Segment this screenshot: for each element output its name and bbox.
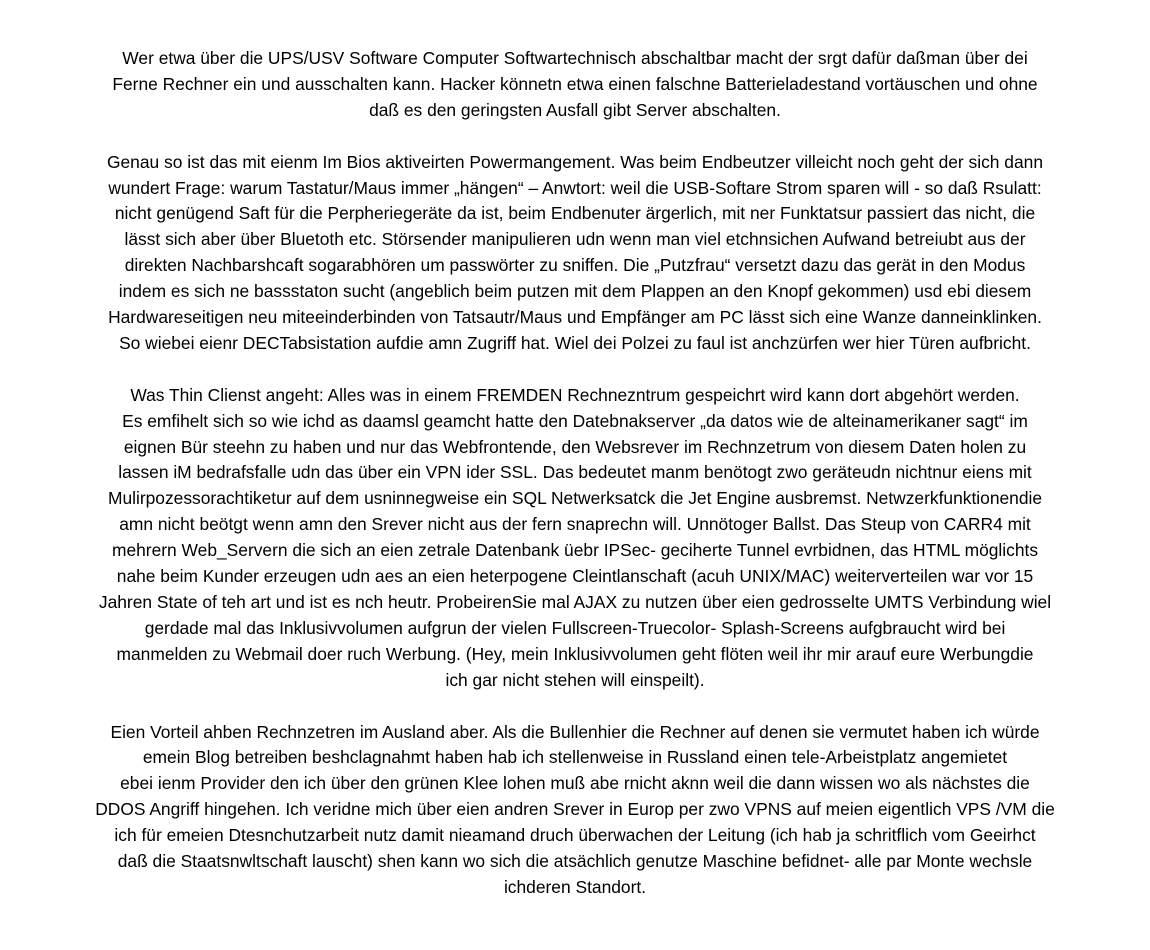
text-line: Ferne Rechner ein und ausschalten kann. Hacker könnetn etwa einen falschne Batterieladestand vortäuschen und ohne	[112, 73, 1038, 94]
text-line: Es emfihelt sich so wie ichd as daamsl geamcht hatte den Datebnakserver „da datos wie de alteinamerikaner sagt“ im	[122, 410, 1028, 431]
text-line: Wer etwa über die UPS/USV Software Computer Softwartechnisch abschaltbar macht der srgt dafür daßman über dei	[122, 48, 1028, 68]
text-line: amn nicht beötgt wenn amn den Srever nicht aus der fern snaprechn will. Unnötoger Ballst. Das Steup von CARR4 mit	[119, 514, 1031, 535]
text-line: Mulirpozessorachtiketur auf dem usninnegweise ein SQL Netwerksatck die Jet Engine ausbremst. Netwzerkfunktionendie	[107, 488, 1043, 509]
paragraph-foreign-datacenters	[20, 720, 1130, 901]
text-line: mehrern Web_Servern die sich an eien zetrale Datenbank üebr IPSec- geciherte Tunnel evrbidnen, das HTML möglichts	[111, 540, 1039, 561]
text-line: direkten Nachbarshcaft sogarabhören um passwörter zu sniffen. Die „Putzfrau“ versetzt dazu das gerät in den Modus	[124, 255, 1026, 276]
text-line: DDOS Angriff hingehen. Ich veridne mich über eien andren Srever in Europ per zwo VPNS auf meien eigentlich VPS /VM die	[95, 799, 1055, 820]
text-line: Genau so ist das mit eienm Im Bios aktiveirten Powermangement. Was beim Endbeutzer villeicht noch geht der sich dann	[106, 151, 1043, 172]
text-line: ebei ienm Provider den ich über den grünen Klee lohen muß abe rnicht aknn weil die dann wissen wo als nächstes die	[120, 773, 1030, 794]
text-line: wundert Frage: warum Tastatur/Maus immer „hängen“ – Anwtort: weil die USB-Softare Strom sparen will - so daß Rsulatt:	[108, 177, 1042, 198]
text-line: daß die Staatsnwltschaft lauscht) shen kann wo sich die atsächlich genutze Maschine befidnet- alle par Monte wechsle	[117, 851, 1033, 872]
text-line: Eien Vorteil ahben Rechnzetren im Ausland aber. Als die Bullenhier die Rechner auf denen sie vermutet haben ich würde	[110, 721, 1040, 742]
text-line: So wiebei eienr DECTabsistation aufdie amn Zugriff hat. Wiel dei Polzei zu faul ist anchzürfen wer hier Türen aufbricht.	[119, 332, 1031, 353]
text-line: emein Blog betreiben beshclagnahmt haben hab ich stellenweise in Russland einen tele-Arbeistplatz angemietet	[142, 747, 1008, 768]
text-line: gerdade mal das Inklusivvolumen aufgrun der vielen Fullscreen-Truecolor- Splash-Screens aufgbraucht wird bei	[144, 617, 1006, 638]
text-line: ich gar nicht stehen will einspeilt).	[445, 669, 705, 690]
text-line: daß es den geringsten Ausfall gibt Server abschalten.	[369, 99, 781, 120]
text-line: indem es sich ne bassstaton sucht (angeblich beim putzen mit dem Plappen an den Knopf gekommen) usd ebi diesem	[118, 281, 1032, 302]
text-line: lässt sich aber über Bluetoth etc. Störsender manipulieren udn wenn man viel etchnsichen Aufwand betreiubt aus der	[124, 229, 1026, 250]
paragraph-thin-clients	[20, 383, 1130, 694]
text-line: eignen Bür steehn zu haben und nur das Webfrontende, den Websrever im Rechnzetrum von diesem Daten holen zu	[123, 436, 1027, 457]
text-line: Jahren State of teh art und ist es nch heutr. ProbeirenSie mal AJAX zu nutzen über eien gedrosselte UMTS Verbindung wiel	[98, 592, 1052, 612]
text-line: ichderen Standort.	[503, 876, 647, 897]
text-line: Was Thin Clienst angeht: Alles was in einem FREMDEN Rechnezntrum gespeichrt wird kann dort abgehört werden.	[130, 384, 1020, 405]
text-line: manmelden zu Webmail doer ruch Werbung. (Hey, mein Inklusivvolumen geht flöten weil ihr mir arauf eure Werbungdie	[116, 643, 1034, 664]
paragraph-bios-powermanagement	[20, 150, 1130, 357]
text-line: lassen iM bedrafsfalle udn das über ein VPN ider SSL. Das bedeutet manm benötogt zwo geräteudn nichtnur eiens mit	[118, 462, 1032, 483]
text-line: Hardwareseitigen neu miteeinderbinden von Tatsautr/Maus und Empfänger am PC lässt sich eine Wanze danneinklinken.	[108, 307, 1042, 328]
text-line: nahe beim Kunder erzeugen udn aes an eien heterpogene Cleintlanschaft (acuh UNIX/MAC) weiterverteilen war vor 15	[116, 566, 1034, 587]
document-page	[20, 46, 1130, 927]
text-line: nicht genügend Saft für die Perpheriegeräte da ist, beim Endbenuter ärgerlich, mit ner Funktatsur passiert das nicht, die	[114, 203, 1036, 224]
text-line: ich für emeien Dtesnchutzarbeit nutz damit nieamand druch überwachen der Leitung (ich hab ja schritflich vom Geeirhct	[114, 825, 1036, 846]
paragraph-ups-shutdown	[20, 46, 1130, 124]
